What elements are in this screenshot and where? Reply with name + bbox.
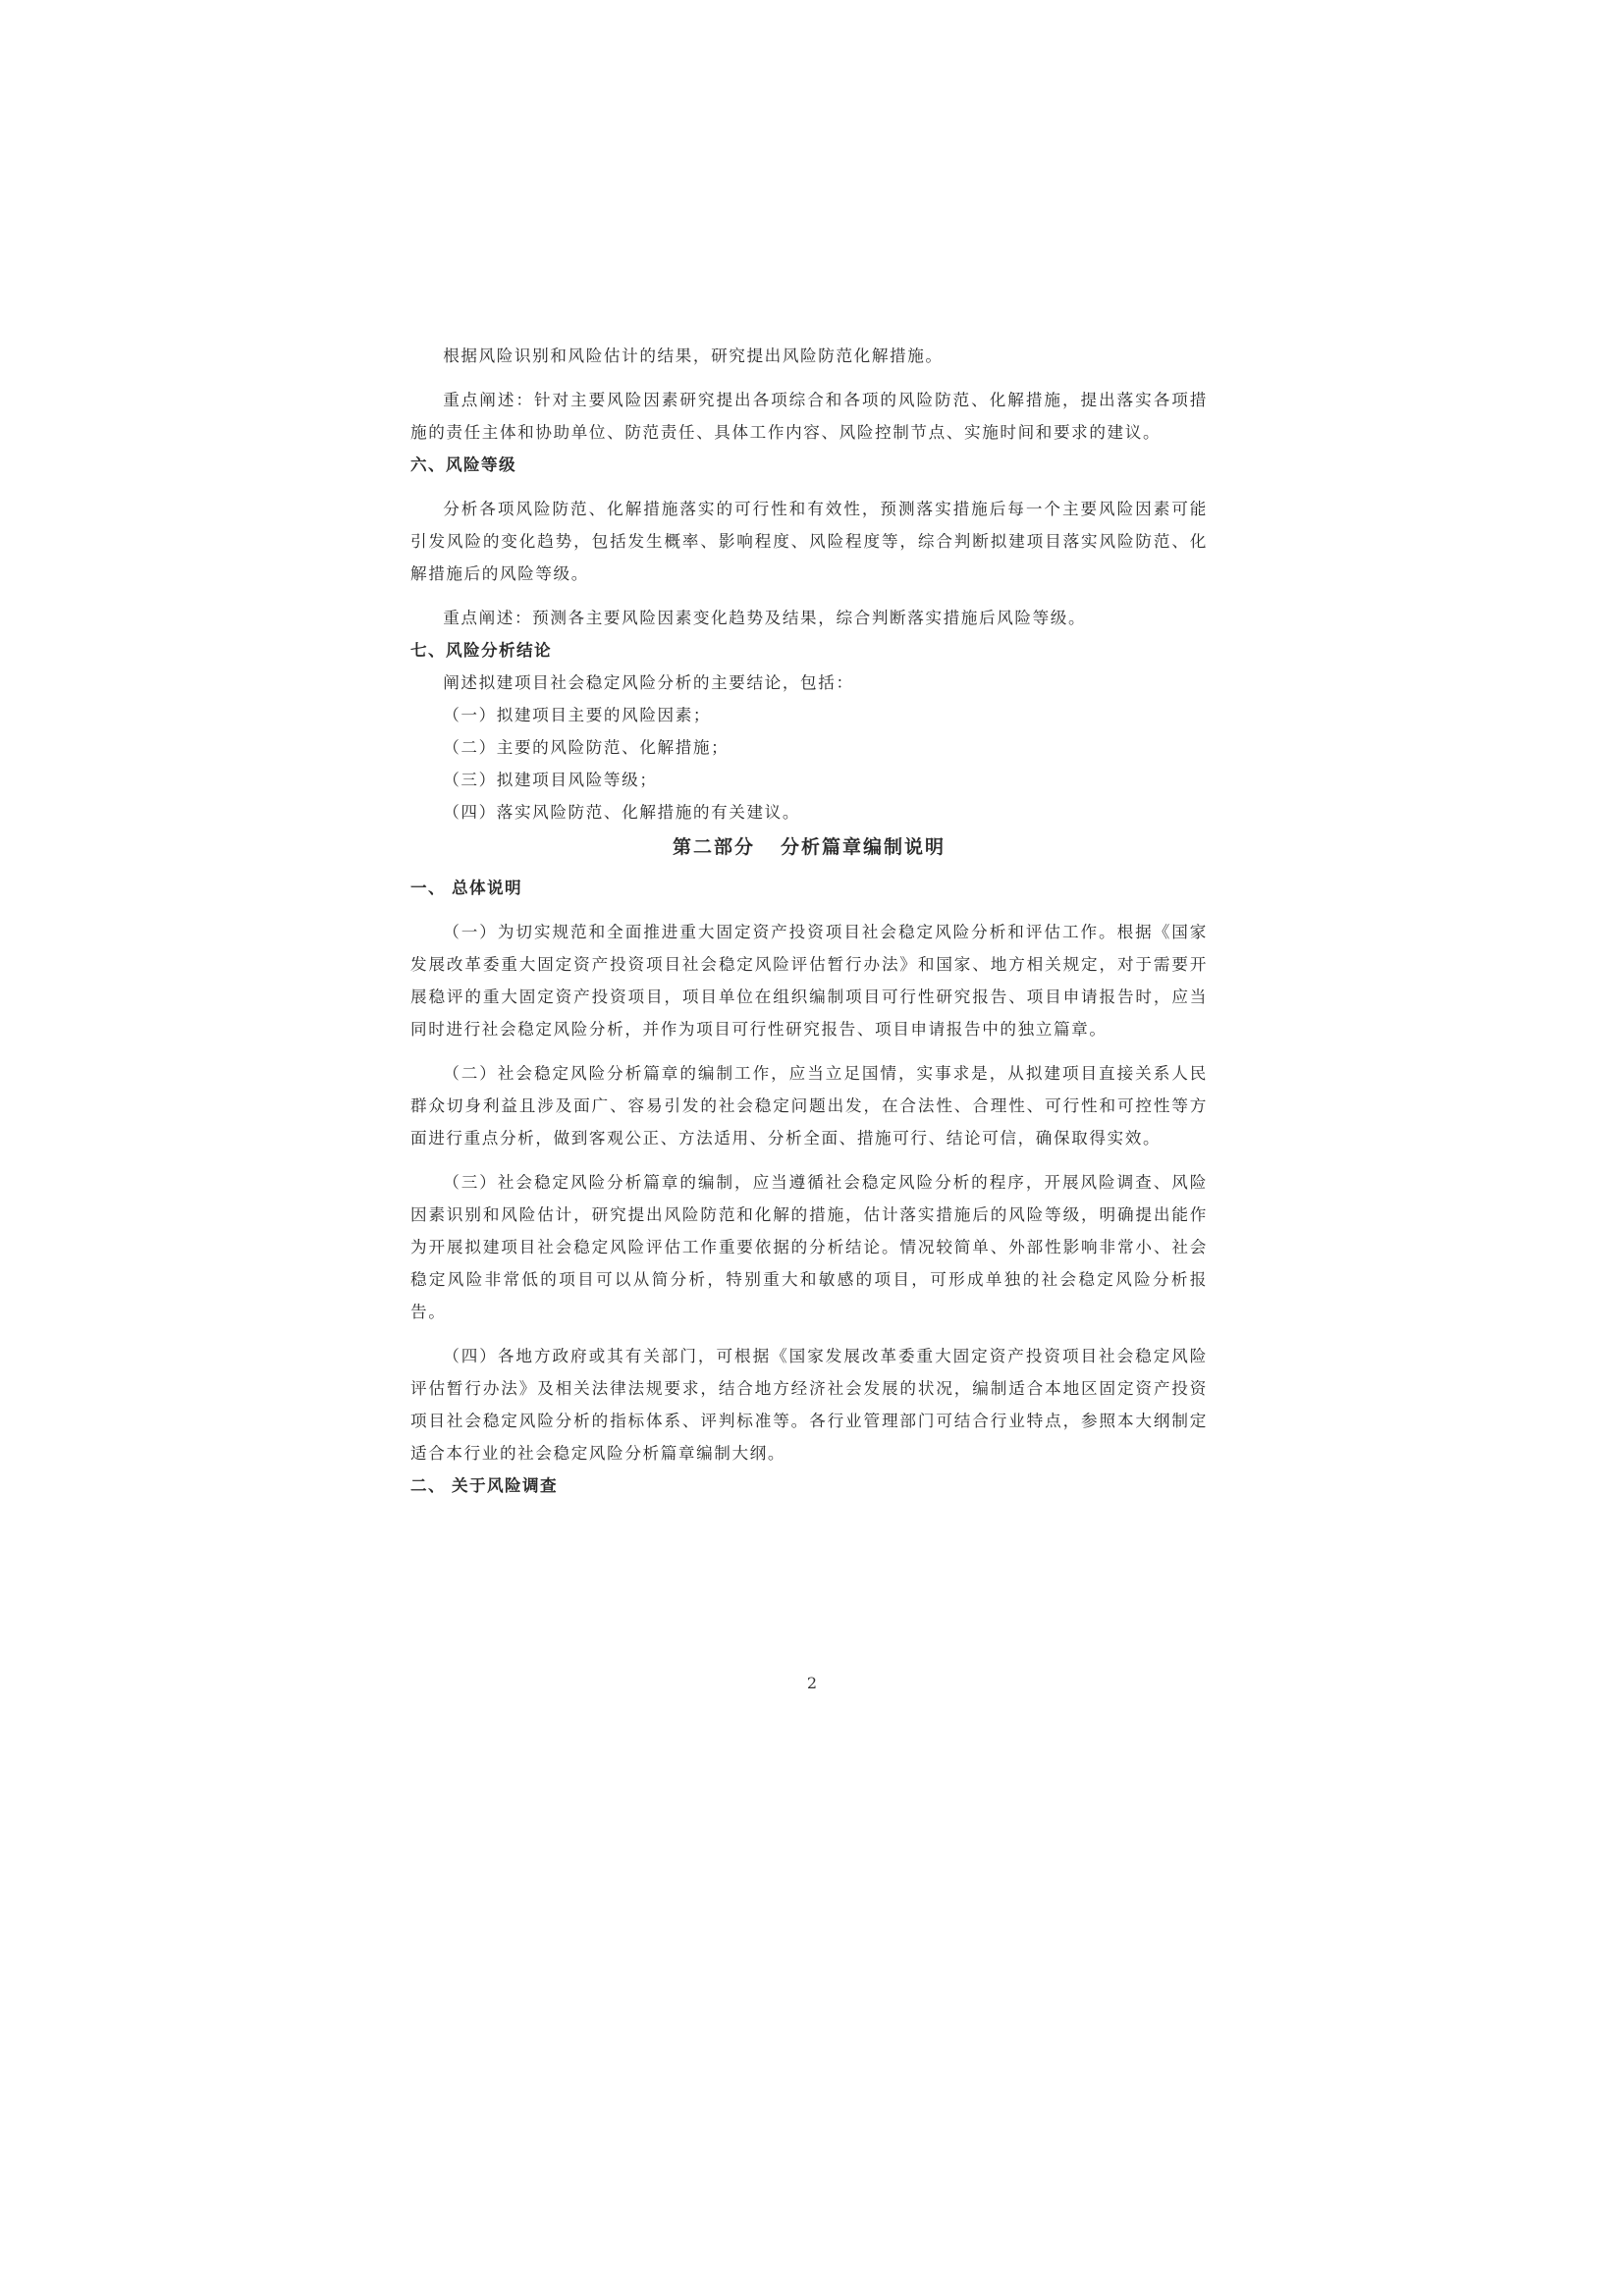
section-number: 二、 — [410, 1475, 446, 1495]
paragraph-conclusion-intro: 阐述拟建项目社会稳定风险分析的主要结论，包括： — [443, 673, 854, 692]
list-item: （三）拟建项目风险等级； — [443, 771, 658, 789]
paragraph-overall-1: （一）为切实规范和全面推进重大固定资产投资项目社会稳定风险分析和评估工作。根据《国家发展改革委重大固定资产投资项目社会稳定风险评估暂行办法》和国家、地方相关规定，对于需要开展稳评的重大固定资产投资项目，项目单位在组织编制项目可行性研究报告、项目申请报告时，应当同时进行社会稳定风险分析，并作为项目可行性研究报告、项目申请报告中的独立篇章。 — [410, 923, 1208, 1039]
heading-overall-description — [410, 872, 1208, 904]
part-two-subtitle: 分析篇章编制说明 — [781, 836, 947, 858]
part-two-title — [410, 830, 1208, 864]
heading-section-6: 六、风险等级 — [410, 454, 516, 474]
list-item: （二）主要的风险防范、化解措施； — [443, 738, 730, 757]
list-item: （四）落实风险防范、化解措施的有关建议。 — [443, 803, 801, 822]
paragraph-overall-4: （四）各地方政府或其有关部门，可根据《国家发展改革委重大固定资产投资项目社会稳定风险评估暂行办法》及相关法律法规要求，结合地方经济社会发展的状况，编制适合本地区固定资产投资项目社会稳定风险分析的指标体系、评判标准等。各行业管理部门可结合行业特点，参照本大纲制定适合本行业的社会稳定风险分析篇章编制大纲。 — [410, 1347, 1208, 1463]
paragraph-risk-level: 分析各项风险防范、化解措施落实的可行性和有效性，预测落实措施后每一个主要风险因素可能引发风险的变化趋势，包括发生概率、影响程度、风险程度等，综合判断拟建项目落实风险防范、化解措施后的风险等级。 — [410, 500, 1208, 583]
section-title: 总体说明 — [452, 878, 522, 897]
paragraph-key-points-measures: 重点阐述：针对主要风险因素研究提出各项综合和各项的风险防范、化解措施，提出落实各项措施的责任主体和协助单位、防范责任、具体工作内容、风险控制节点、实施时间和要求的建议。 — [410, 391, 1208, 442]
list-item: （一）拟建项目主要的风险因素； — [443, 706, 712, 724]
paragraph-overall-3: （三）社会稳定风险分析篇章的编制，应当遵循社会稳定风险分析的程序，开展风险调查、风险因素识别和风险估计，研究提出风险防范和化解的措施，估计落实措施后的风险等级，明确提出能作为开展拟建项目社会稳定风险评估工作重要依据的分析结论。情况较简单、外部性影响非常小、社会稳定风险非常低的项目可以从简分析，特别重大和敏感的项目，可形成单独的社会稳定风险分析报告。 — [410, 1173, 1208, 1321]
section-number: 一、 — [410, 878, 446, 897]
page-content — [410, 340, 1208, 1502]
part-two-label: 第二部分 — [672, 836, 755, 858]
page-number: 2 — [806, 1674, 818, 1692]
section-title: 关于风险调查 — [452, 1475, 558, 1495]
paragraph-overall-2: （二）社会稳定风险分析篇章的编制工作，应当立足国情，实事求是，从拟建项目直接关系人民群众切身利益且涉及面广、容易引发的社会稳定问题出发，在合法性、合理性、可行性和可控性等方面进行重点分析，做到客观公正、方法适用、分析全面、措施可行、结论可信，确保取得实效。 — [410, 1064, 1208, 1148]
paragraph-key-points-level: 重点阐述：预测各主要风险因素变化趋势及结果，综合判断落实措施后风险等级。 — [443, 609, 1087, 627]
heading-section-7: 七、风险分析结论 — [410, 640, 552, 660]
heading-risk-survey — [410, 1469, 1208, 1502]
paragraph-risk-measures: 根据风险识别和风险估计的结果，研究提出风险防范化解措施。 — [443, 347, 944, 365]
